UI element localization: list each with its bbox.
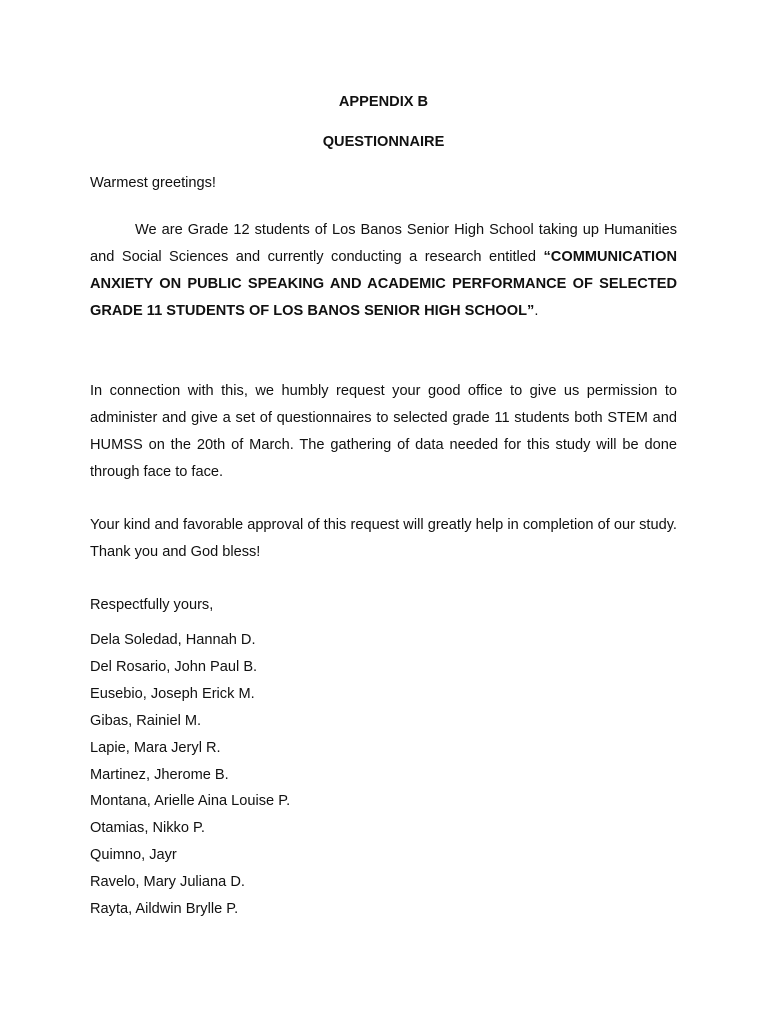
intro-text: We are Grade 12 students of Los Banos Senior High School taking up Humanities and Social Sciences and currently conducting a research entitled [90,222,677,265]
greeting-text: Warmest greetings! [90,175,216,191]
signatory-name: Rayta, Aildwin Brylle P. [90,901,239,918]
signatory-name: Dela Soledad, Hannah D. [90,632,256,648]
document-title: QUESTIONNAIRE [322,134,445,150]
approval-paragraph: Your kind and favorable approval of this request will greatly help in completion of our study. Thank you and God bless! [90,517,677,560]
signatory-name: Gibas, Rainiel M. [90,712,202,729]
intro-paragraph [90,217,677,325]
signatory-name: Otamias, Nikko P. [90,820,205,837]
signatory-list [90,627,290,923]
signatory-name: Martinez, Jherome B. [90,766,229,783]
signatory-name: Del Rosario, John Paul B. [90,658,258,675]
appendix-heading: APPENDIX B [338,94,429,110]
signatory-name: Lapie, Mara Jeryl R. [90,739,221,756]
research-title: “COMMUNICATION ANXIETY ON PUBLIC SPEAKING AND ACADEMIC PERFORMANCE OF SELECTED GRADE 11 STUDENTS OF LOS BANOS SENIOR HIGH SCHOOL” [90,249,677,319]
intro-end: . [534,303,539,319]
signatory-name: Montana, Arielle Aina Louise P. [90,793,291,810]
signatory-name: Ravelo, Mary Juliana D. [90,874,245,891]
closing-text: Respectfully yours, [90,597,214,613]
request-paragraph: In connection with this, we humbly request your good office to give us permission to administer and give a set of questionnaires to selected grade 11 students both STEM and HUMSS on the 20th of March. The gathering of data needed for this study will be done through face to face. [90,383,677,480]
signatory-name: Eusebio, Joseph Erick M. [90,685,255,702]
signatory-name: Quimno, Jayr [90,847,177,864]
